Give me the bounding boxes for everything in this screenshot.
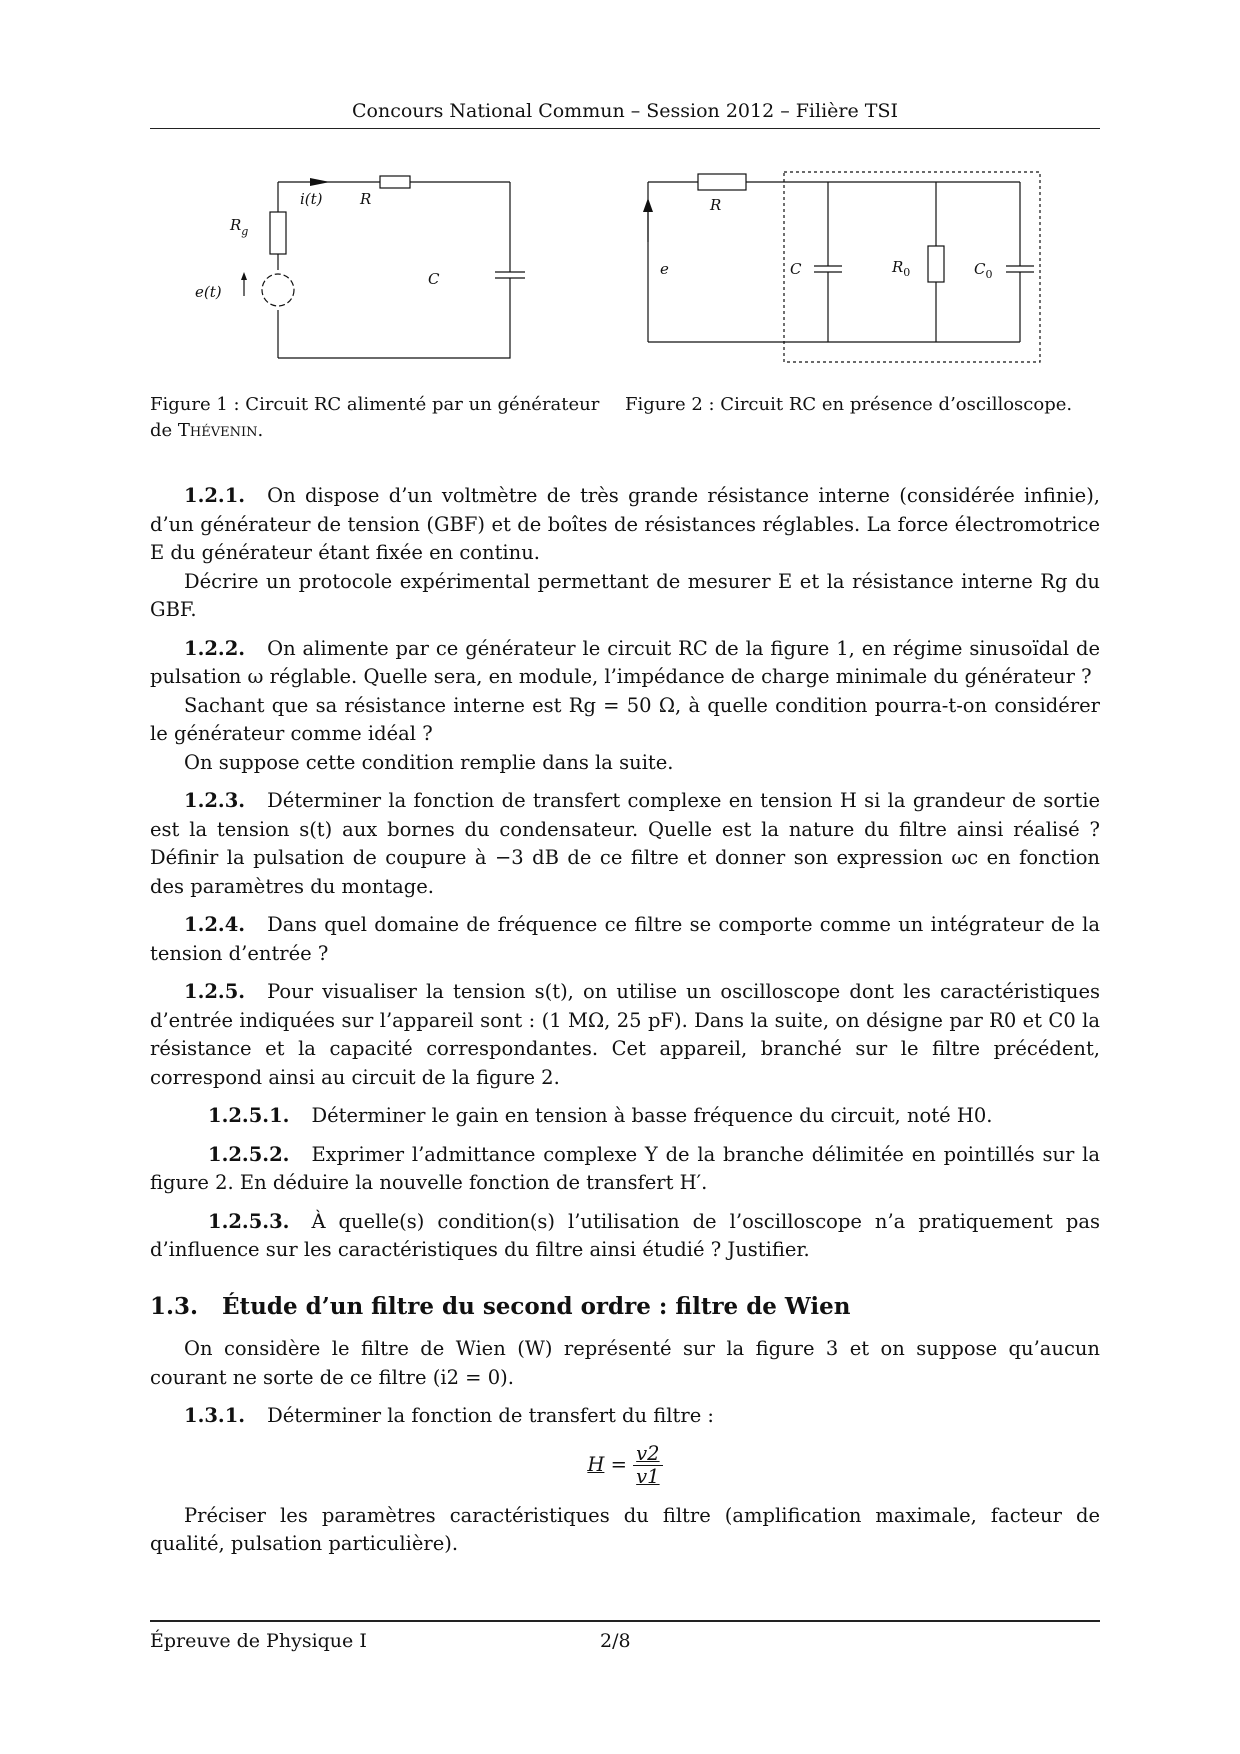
formula-equals: = (610, 1452, 627, 1476)
source-arrow-head (643, 198, 653, 212)
label-c: C (790, 260, 802, 278)
wire-left (648, 182, 1020, 342)
formula-numerator: v2 (633, 1443, 662, 1466)
figure-1-circuit (195, 172, 540, 372)
wire-right-lower (278, 278, 510, 358)
resistor-r (380, 176, 410, 188)
figure-1-caption: Figure 1 : Circuit RC alimenté par un générateur de Thévenin. (150, 394, 600, 441)
resistor-r0 (928, 246, 944, 282)
header-rule (150, 128, 1100, 129)
question-1-2-5-2: 1.2.5.2. Exprimer l’admittance complexe Y de la branche délimitée en pointillés sur la figure 2. En déduire la nouvelle fonction de transfert H′. (150, 1142, 1100, 1194)
current-arrow (310, 178, 330, 186)
section-1-3-heading: 1.3. Étude d’un filtre du second ordre : filtre de Wien (150, 1292, 851, 1320)
question-1-3-1: 1.3.1. Déterminer la fonction de transfert du filtre : (184, 1404, 714, 1427)
capacitor-plates (495, 272, 525, 278)
formula-lhs: H (587, 1452, 605, 1476)
label-r: R (360, 190, 372, 208)
figure-2-caption: Figure 2 : Circuit RC en présence d’oscilloscope. (625, 394, 1073, 415)
dashed-branch-box (784, 172, 1040, 362)
thevenin-name: Thévenin (177, 420, 258, 441)
label-r: R (710, 196, 722, 214)
label-e: e(t) (195, 283, 222, 301)
question-1-2-5: 1.2.5. Pour visualiser la tension s(t), on utilise un oscilloscope dont les caractéristiques d’entrée indiquées sur l’appareil sont : (1 MΩ, 25 pF). Dans la suite, on désigne par R0 et C0 la résistance et la capacité correspondantes. Cet appareil, branché sur le filtre précédent, correspond ainsi au circuit de la figure 2. (150, 980, 1100, 1089)
question-1-2-2-part-2: Sachant que sa résistance interne est Rg = 50 Ω, à quelle condition pourra-t-on considérer le générateur comme idéal ? (150, 693, 1100, 745)
resistor-r (698, 174, 746, 190)
capacitor-c-plates (814, 266, 842, 272)
capacitor-c0-plates (1006, 266, 1034, 272)
label-c: C (428, 270, 440, 288)
formula-denominator: v1 (636, 1464, 660, 1488)
label-c0: $C_0$ (974, 260, 993, 281)
question-1-2-3: 1.2.3. Déterminer la fonction de transfert complexe en tension H si la grandeur de sortie est la tension s(t) aux bornes du condensateur. Quelle est la nature du filtre ainsi réalisé ? Définir la pulsation de coupure à −3 dB de ce filtre et donner son expression ωc en fonction des paramètres du montage. (150, 789, 1100, 898)
label-rg: $R_g$ (230, 216, 249, 238)
label-e: e (660, 260, 669, 278)
question-1-2-2-part-3: On suppose cette condition remplie dans la suite. (184, 750, 674, 774)
question-1-2-5-3: 1.2.5.3. À quelle(s) condition(s) l’utilisation de l’oscilloscope n’a pratiquement pas d’influence sur les caractéristiques du filtre ainsi étudié ? Justifier. (150, 1209, 1100, 1261)
question-1-2-5-1: 1.2.5.1. Déterminer le gain en tension à basse fréquence du circuit, noté H0. (208, 1104, 993, 1127)
label-r0: $R_0$ (892, 258, 911, 279)
question-1-2-1-part-2: Décrire un protocole expérimental permettant de mesurer E et la résistance interne Rg du GBF. (150, 569, 1100, 621)
voltage-source-circle (262, 274, 294, 306)
section-1-3-intro: On considère le filtre de Wien (W) représenté sur la figure 3 et on suppose qu’aucun courant ne sorte de ce filtre (i2 = 0). (150, 1337, 1100, 1389)
question-1-2-1: 1.2.1. On dispose d’un voltmètre de très grande résistance interne (considérée infinie), d’un générateur de tension (GBF) et de boîtes de résistances réglables. La force électromotrice E du générateur étant fixée en continu. (150, 484, 1100, 564)
page-header: Concours National Commun – Session 2012 – Filière TSI (352, 100, 898, 122)
footer-rule (150, 1620, 1100, 1622)
main-text (150, 482, 1100, 1559)
question-1-2-2: 1.2.2. On alimente par ce générateur le circuit RC de la figure 1, en régime sinusoïdal de pulsation ω réglable. Quelle sera, en module, l’impédance de charge minimale du générateur ? (150, 636, 1100, 688)
page-number: 2/8 (600, 1630, 631, 1652)
figure-2-circuit (640, 168, 1060, 368)
transfer-function-formula (150, 1443, 1100, 1488)
closing-paragraph: Préciser les paramètres caractéristiques du filtre (amplification maximale, facteur de qualité, pulsation particulière). (150, 1503, 1100, 1555)
emf-arrow-head (241, 272, 247, 280)
resistor-rg (270, 212, 286, 254)
label-i: i(t) (300, 190, 323, 208)
question-1-2-4: 1.2.4. Dans quel domaine de fréquence ce filtre se comporte comme un intégrateur de la tension d’entrée ? (150, 913, 1100, 965)
formula-fraction (633, 1443, 662, 1488)
footer-exam-title: Épreuve de Physique I (150, 1630, 367, 1652)
